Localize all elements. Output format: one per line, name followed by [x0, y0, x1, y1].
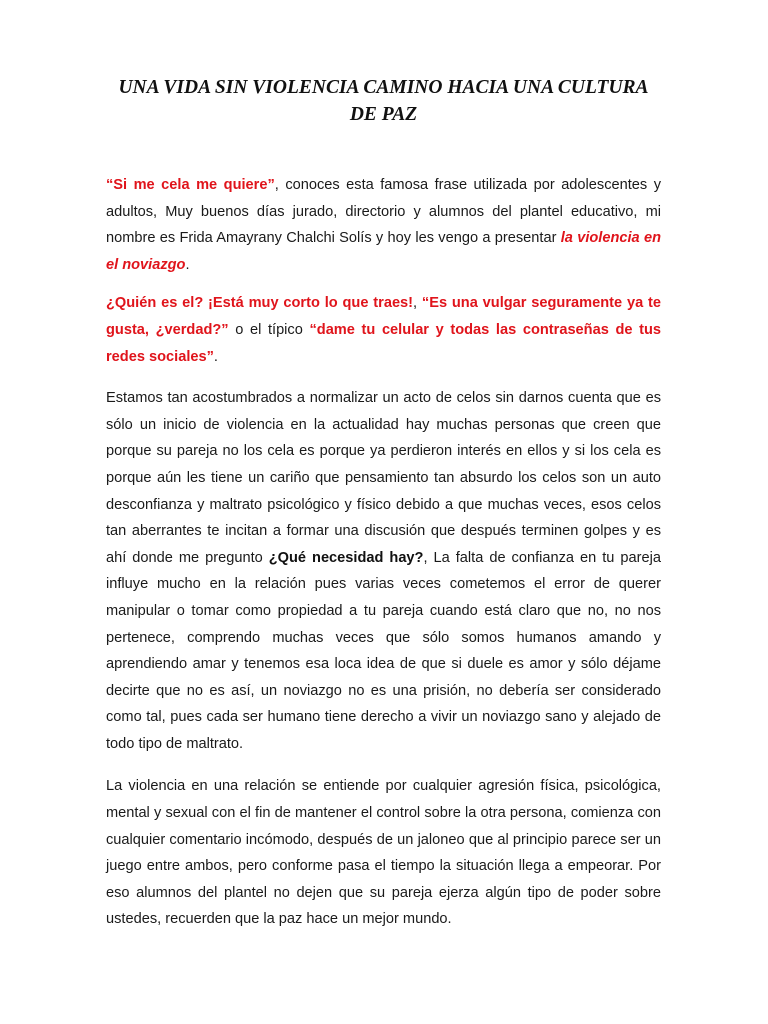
topic-highlight: la violencia en el noviazgo [106, 230, 661, 273]
question-que-necesidad: ¿Qué necesidad hay? [268, 549, 424, 566]
document-page [106, 0, 661, 933]
quote-separator-1: , [413, 295, 422, 312]
paragraph-celos-text-2: , La falta de confianza en tu pareja influye mucho en la relación pues varias veces cometemos el error de querer manipular o tomar como propiedad a tu pareja cuando está claro que no, no nos pertenece, comprendo muchas veces que sólo somos humanos amando y aprendiendo amar y tenemos esa loca idea de que si duele es amor y sólo déjame decirte que no es así, un noviazgo no es una prisión, no debería ser considerado como tal, pues cada ser humano tiene derecho a vivir un noviazgo sano y alejado de todo tipo de maltrato. [106, 549, 661, 752]
quote-dame-tu-celular: “dame tu celular y todas las contraseñas de tus redes sociales” [106, 321, 662, 365]
document-title: UNA VIDA SIN VIOLENCIA CAMINO HACIA UNA CULTURA DE PAZ [118, 77, 649, 125]
quote-quien-es-el: ¿Quién es el? ¡Está muy corto lo que traes! [106, 295, 414, 312]
paragraph-intro-text: , conoces esta famosa frase utilizada por adolescentes y adultos, Muy buenos días jurado, directorio y alumnos del plantel educativo, mi nombre es Frida Amayrany Chalchi Solís y hoy les vengo a presentar [106, 177, 661, 247]
quote-separator-2: o el típico [228, 321, 310, 338]
paragraph-celos [106, 385, 661, 757]
paragraph-quotes-end: . [213, 348, 218, 365]
paragraph-quotes [106, 290, 661, 370]
paragraph-definicion [106, 773, 661, 933]
quote-si-me-cela: “Si me cela me quiere” [106, 177, 275, 193]
quote-es-una-vulgar: “Es una vulgar seguramente ya te gusta, ¿verdad?” [106, 295, 661, 338]
paragraph-intro [106, 172, 661, 278]
paragraph-intro-end: . [185, 256, 190, 273]
paragraph-definicion-text: La violencia en una relación se entiende por cualquier agresión física, psicológica, mental y sexual con el fin de mantener el control sobre la otra persona, comienza con cualquier comentario incómodo, después de un jaloneo que al principio parece ser un juego entre ambos, pero conforme pasa el tiempo la situación llega a empeorar. Por eso alumnos del plantel no dejen que su pareja ejerza algún tipo de poder sobre ustedes, recuerden que la paz hace un mejor mundo. [106, 778, 661, 928]
paragraph-celos-text-1: Estamos tan acostumbrados a normalizar un acto de celos sin darnos cuenta que es sólo un inicio de violencia en la actualidad hay muchas personas que creen que porque su pareja no los cela es porque ya perdieron interés en ellos y si los cela es porque aún les tiene un cariño que pensamiento tan absurdo los celos son un auto desconfianza y maltrato psicológico y físico debido a que muchas veces, esos celos tan aberrantes te incitan a formar una discusión que después terminen golpes y es ahí donde me pregunto [106, 390, 661, 566]
